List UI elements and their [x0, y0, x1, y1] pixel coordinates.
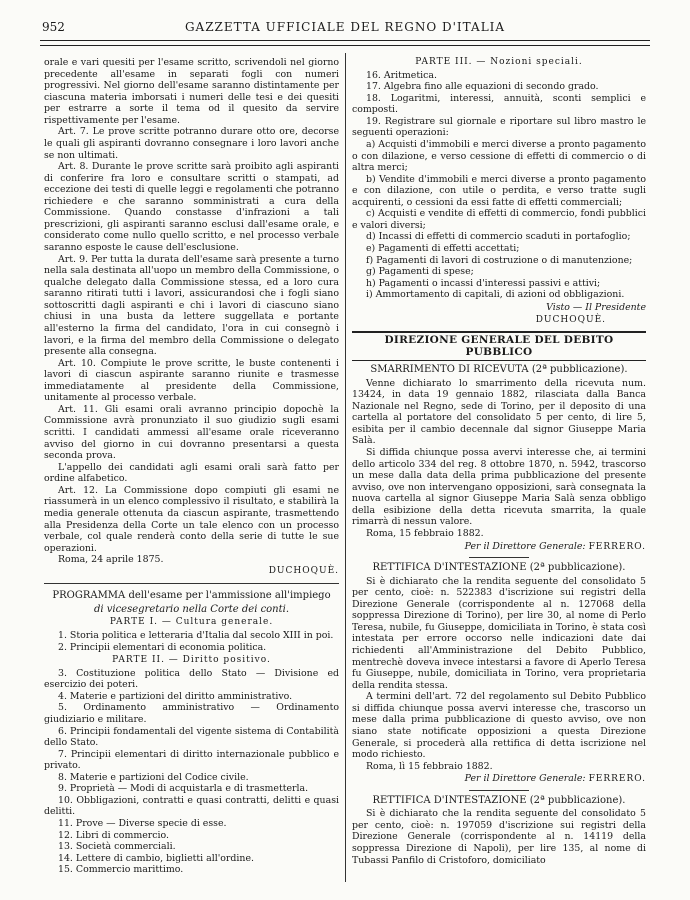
operations-list — [352, 139, 646, 301]
program-item: 3. Costituzione politica dello Stato — Divisione ed esercizio dei poteri. — [44, 667, 339, 691]
article-8: Art. 8. Durante le prove scritte sarà proibito agli aspiranti di conferire fra loro e consultare scritti o stampati, ad eccezione dei testi di quelle leggi e regolamenti che potranno richiedere e che saranno somministrati a cura della Commissione. Quando constasse d'infrazioni a tali prescrizioni, gli aspiranti saranno esclusi dall'esame orale, e considerato come nullo quello scritto, e nel processo verbale saranno esposte le cause dell'esclusione. — [44, 161, 339, 253]
article-7: Art. 7. Le prove scritte potranno durare otto ore, decorse le quali gli aspiranti dovranno consegnare i loro lavori anche se non ultimati. — [44, 126, 339, 161]
exam-para: orale e vari quesiti per l'esame scritto, scrivendoli nel giorno precedente all'esame in separati fogli con numeri progressivi. Nel giorno dell'esame saranno distintamente per ciascuna materia imborsati i numeri delle tesi e dei quesiti per estrarre a sorte il tema od il quesito da servire rispettivamente per l'esame. — [44, 57, 339, 126]
part2-list — [44, 668, 339, 876]
gazette-title: GAZZETTA UFFICIALE DEL REGNO D'ITALIA — [184, 20, 506, 34]
header-rule-top — [40, 40, 650, 41]
program-item: 16. Aritmetica. — [366, 69, 437, 81]
visto-signature: DUCHOQUÈ. — [535, 315, 606, 326]
operation-item: e) Pagamenti di effetti accettati; — [366, 243, 520, 254]
operation-item: h) Pagamenti o incassi d'interessi passivi e attivi; — [366, 277, 601, 289]
part1-list — [44, 630, 339, 653]
operation-item: a) Acquisti d'immobili e merci diverse a pronto pagamento o con dilazione, e verso cessione di effetti di commercio o di altra merci; — [352, 138, 646, 174]
program-item: 8. Materie e partizioni del Codice civile. — [58, 771, 249, 783]
appello-para: L'appello dei candidati agli esami orali sarà fatto per ordine alfabetico. — [44, 461, 339, 485]
notice2-body2: A termini dell'art. 72 del regolamento sul Debito Pubblico si diffida chiunque possa avervi interesse che, trascorso un mese dalla prima pubblicazione di questo avviso, ove non siano state notificate opposizioni a questa Direzione Generale, si procederà alla rettifica di detta iscrizione nel modo richiesto. — [352, 691, 646, 761]
notice2-director: Per il Direttore Generale: FERRERO. — [464, 773, 646, 785]
notice-separator — [469, 557, 529, 558]
program-item: 11. Prove — Diverse specie di esse. — [58, 818, 227, 829]
header-rule-bottom — [40, 45, 650, 46]
part2-heading: PARTE II. — Diritto positivo. — [112, 655, 271, 666]
article-10: Art. 10. Compiute le prove scritte, le buste contenenti i lavori di ciascun aspirante saranno riunite e trasmesse immediatamente al presidente della Commissione, unitamente al processo verbale. — [44, 357, 339, 404]
program-item: 1. Storia politica e letteraria d'Italia dal secolo XIII in poi. — [58, 630, 334, 641]
operation-item: f) Pagamenti di lavori di costruzione o di manutenzione; — [366, 254, 633, 266]
program-item: 19. Registrare sul giornale e riportare sul libro mastro le seguenti operazioni: — [352, 115, 646, 139]
part3-heading: PARTE III. — Nozioni speciali. — [415, 57, 583, 67]
program-item: 10. Obbligazioni, contratti e quasi contratti, delitti e quasi delitti. — [44, 794, 339, 818]
notice1-title: SMARRIMENTO DI RICEVUTA (2ª pubblicazione). — [370, 364, 628, 376]
notice2-date: Roma, lì 15 febbraio 1882. — [366, 760, 493, 772]
article-11: Art. 11. Gli esami orali avranno principio dopochè la Commissione avrà pronunziato il suo giudizio sugli esami scritti. I candidati ammessi all'esame orale riceveranno avviso del giorno in cui dovranno presentarsi a questa seconda prova. — [44, 403, 339, 462]
program-item: 9. Proprietà — Modi di acquistarla e di trasmetterla. — [58, 783, 309, 795]
notice1-date: Roma, 15 febbraio 1882. — [366, 527, 484, 539]
part3-list — [352, 70, 646, 139]
notice1-body: Venne dichiarato lo smarrimento della ricevuta num. 13424, in data 19 gennaio 1882, rilasciata dalla Banca Nazionale nel Regno, sede di Torino, per il deposito di una cartella al portatore del consolidato 5 per cento, di lire 5, esibita per il cambio decennale dal signor Giuseppe Maria Salà. — [352, 377, 646, 447]
notice3-title: RETTIFICA D'INTESTAZIONE (2ª pubblicazione). — [372, 794, 626, 806]
column-divider — [345, 53, 346, 882]
operation-item: i) Ammortamento di capitali, di azioni od obbligazioni. — [366, 289, 625, 301]
program-item: 14. Lettere di cambio, biglietti all'ordine. — [58, 852, 254, 864]
left-column — [44, 57, 339, 876]
notice2-body: Si è dichiarato che la rendita seguente del consolidato 5 per cento, cioè: n. 522383 d'iscrizione sui registri della Direzione Generale (corrispondente al n. 127068 della soppressa Direzione di Torino), per lire 30, al nome di Perlo Teresa, nubile, fu Giuseppe, domiciliata in Torino, è stata così intestata per errore occorso nelle indicazioni date dai richiedenti all'Amministrazione del Debito Pubblico, mentrechè doveva invece intestarsi a favore di Aperlo Teresa fu Giuseppe, nubile, domiciliata in Torino, vera proprietaria della rendita stessa. — [352, 575, 646, 691]
program-item: 15. Commercio marittimo. — [58, 864, 184, 876]
part1-heading: PARTE I. — Cultura generale. — [109, 617, 274, 628]
program-item: 5. Ordinamento amministrativo — Ordinamento giudiziario e militare. — [44, 702, 339, 725]
operation-item: c) Acquisti e vendite di effetti di commercio, fondi pubblici e valori diversi; — [352, 208, 646, 231]
notice-separator — [469, 790, 529, 791]
program-title-line2: di vicesegretario nella Corte dei conti. — [93, 603, 290, 615]
program-item: 13. Società commerciali. — [58, 841, 176, 853]
decree-signature: DUCHOQUÈ. — [268, 565, 339, 576]
program-item: 4. Materie e partizioni del diritto amministrativo. — [58, 690, 293, 702]
notice1-body2: Si diffida chiunque possa avervi interesse che, ai termini dello articolo 334 del reg. 8 ottobre 1870, n. 5942, trascorso un mese dalla data della prima pubblicazione del presente avviso, ove non intervengano opposizioni, sarà consegnata la nuova cartella al signor Giuseppe Maria Salà senza obbligo della esibizione della detta ricevuta smarrita, la quale rimarrà di nessun valore. — [352, 447, 646, 528]
program-item: 17. Algebra fino alle equazioni di secondo grado. — [366, 81, 599, 93]
article-9: Art. 9. Per tutta la durata dell'esame sarà presente a turno nella sala destinata all'uopo un membro della Commissione, o qualche delegato dalla Commissione stessa, ed a loro cura saranno ritirati tutti i lavori, assicurandosi che i fogli siano sottoscritti dagli aspiranti e chi i lavori di ciascuno siano chiusi in una busta da lettere suggellata e portante all'esterno la firma del candidato, l'ora in cui consegnò i lavori, e la firma del membro della Commissione o delegato presente alla consegna. — [44, 253, 339, 358]
operation-item: b) Vendite d'immobili e merci diverse a pronto pagamento e con dilazione, con utile o perdita, e verso tratte sugli acquirenti, o cessioni da essi fatte di effetti commerciali; — [352, 173, 646, 208]
program-item: 6. Principii fondamentali del vigente sistema di Contabilità dello Stato. — [44, 725, 339, 749]
program-item: 2. Principii elementari di economia politica. — [58, 641, 267, 653]
program-item: 7. Principii elementari di diritto internazionale pubblico e privato. — [44, 748, 339, 772]
article-12: Art. 12. La Commissione dopo compiuti gli esami ne riassumerà in un elenco complessivo il risultato, e stabilirà la media generale ottenuta da ciascun aspirante, trasmettendo alla Presidenza della Corte un tale elenco con un processo verbale, col quale renderà conto della serie di tutte le sue operazioni. — [44, 484, 339, 554]
program-item: 18. Logaritmi, interessi, annuità, sconti semplici e composti. — [352, 92, 646, 116]
right-column — [352, 57, 646, 866]
page-number: 952 — [42, 20, 65, 34]
section-separator — [44, 583, 339, 584]
visto-line: Visto — Il Presidente — [546, 301, 646, 313]
operation-item: g) Pagamenti di spese; — [366, 266, 474, 278]
page-header — [42, 20, 648, 36]
operation-item: d) Incassi di effetti di commercio scaduti in portafoglio; — [366, 231, 631, 243]
program-title-line1: PROGRAMMA dell'esame per l'ammissione all'impiego — [52, 590, 331, 602]
direzione-heading: DIREZIONE GENERALE DEL DEBITO PUBBLICO — [352, 331, 646, 361]
notice2-title: RETTIFICA D'INTESTAZIONE (2ª pubblicazione). — [372, 562, 626, 574]
notice3-body: Si è dichiarato che la rendita seguente del consolidato 5 per cento, cioè: n. 197059 d'iscrizione sui registri della Direzione Generale (corrispondente al n. 14119 della soppressa Direzione di Napoli), per lire 135, al nome di Tubassi Panfilo di Cristoforo, domiciliato — [352, 808, 646, 866]
notice1-director: Per il Direttore Generale: FERRERO. — [464, 540, 646, 552]
decree-date: Roma, 24 aprile 1875. — [58, 554, 164, 566]
program-item: 12. Libri di commercio. — [58, 829, 169, 841]
